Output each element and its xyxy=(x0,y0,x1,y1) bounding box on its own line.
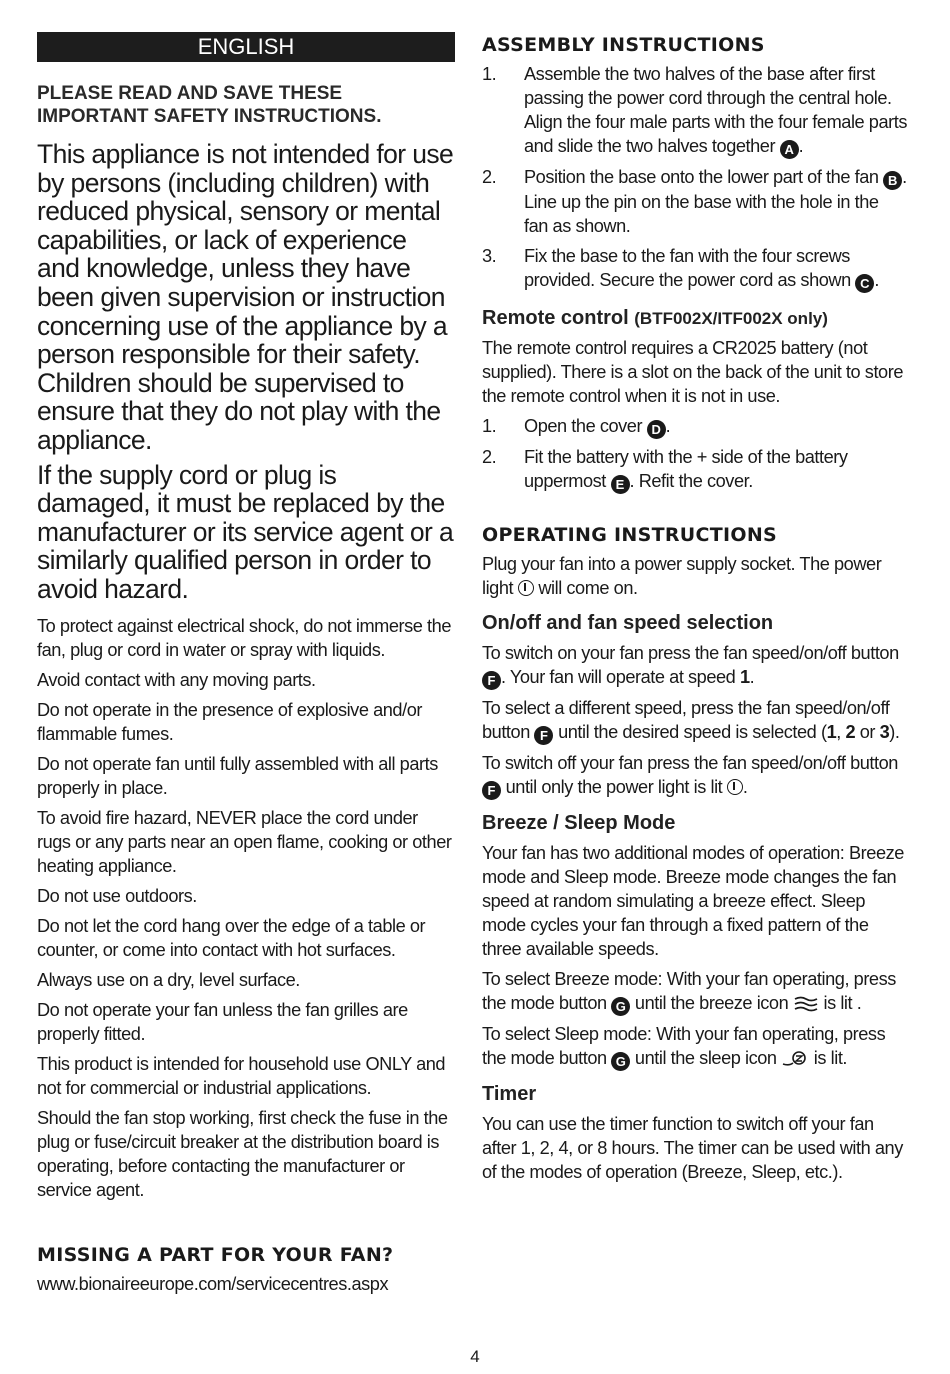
callout-g-icon: G xyxy=(611,1052,630,1071)
callout-g-icon: G xyxy=(611,997,630,1016)
language-bar: ENGLISH xyxy=(37,32,455,62)
breeze-heading: Breeze / Sleep Mode xyxy=(482,812,676,834)
safety-item: This product is intended for household use ONLY and not for commercial or industrial applications. xyxy=(37,1053,446,1098)
safety-item: Should the fan stop working, first check the fuse in the plug or fuse/circuit breaker at the distribution board is operating, before contacting the manufacturer or service agent. xyxy=(37,1107,448,1200)
safety-item: Do not operate your fan unless the fan grilles are properly fitted. xyxy=(37,999,408,1044)
safety-item: Do not use outdoors. xyxy=(37,885,197,906)
assembly-steps xyxy=(482,62,907,293)
remote-step: 2. Fit the battery with the + side of the battery uppermost E . Refit the cover. xyxy=(482,447,848,492)
callout-e-icon: E xyxy=(611,475,630,494)
safety-item: Always use on a dry, level surface. xyxy=(37,969,300,990)
callout-f-icon: F xyxy=(482,671,501,690)
missing-part-heading: MISSING A PART FOR YOUR FAN? xyxy=(37,1243,394,1266)
safety-item: To avoid fire hazard, NEVER place the cord under rugs or any parts near an open flame, cooking or other heating appliance. xyxy=(37,807,452,876)
remote-description: The remote control requires a CR2025 battery (not supplied). There is a slot on the back of the unit to store the remote control when it is not in use. xyxy=(482,338,903,406)
remote-step: 1. Open the cover D . xyxy=(482,416,671,437)
operating-heading: OPERATING INSTRUCTIONS xyxy=(482,524,778,546)
callout-d-icon: D xyxy=(647,420,666,439)
safety-item: Do not operate fan until fully assembled with all parts properly in place. xyxy=(37,753,438,798)
onoff-heading: On/off and fan speed selection xyxy=(482,612,774,634)
callout-f-icon: F xyxy=(482,781,501,800)
breeze-icon xyxy=(793,995,819,1013)
onoff-paragraph-2: To select a different speed, press the fan speed/on/off button F until the desired speed is selected (1, 2 or 3). xyxy=(482,698,900,743)
assembly-heading: ASSEMBLY INSTRUCTIONS xyxy=(482,34,765,56)
breeze-select: To select Breeze mode: With your fan operating, press the mode button G until the breeze icon is lit . xyxy=(482,969,896,1014)
timer-description: You can use the timer function to switch off your fan after 1, 2, 4, or 8 hours. The timer can be used with any of the modes of operation (Breeze, Sleep, etc.). xyxy=(482,1114,903,1182)
sleep-select: To select Sleep mode: With your fan operating, press the mode button G until the sleep icon is lit. xyxy=(482,1024,886,1069)
operating-intro: Plug your fan into a power supply socket. The power light will come on. xyxy=(482,554,882,598)
sleep-icon xyxy=(781,1050,809,1068)
left-column xyxy=(37,32,455,1302)
right-column xyxy=(482,34,907,1190)
callout-f-icon: F xyxy=(534,726,553,745)
remote-heading: Remote control (BTF002X/ITF002X only) xyxy=(482,307,828,329)
remote-steps xyxy=(482,414,907,494)
safety-item: Avoid contact with any moving parts. xyxy=(37,669,316,690)
onoff-paragraph-3: To switch off your fan press the fan speed/on/off button F until only the power light is lit . xyxy=(482,753,898,798)
power-light-icon xyxy=(727,779,743,795)
timer-heading: Timer xyxy=(482,1083,537,1105)
callout-c-icon: C xyxy=(855,274,874,293)
page-number: 4 xyxy=(470,1347,480,1366)
breeze-description: Your fan has two additional modes of operation: Breeze mode and Sleep mode. Breeze mode changes the fan speed at random simulating a breeze effect. Sleep mode cycles your fan through a fixed pattern of the three available speeds. xyxy=(482,843,904,959)
assembly-step: 3. Fix the base to the fan with the four screws provided. Secure the power cord as shown C . xyxy=(482,246,879,291)
callout-b-icon: B xyxy=(883,171,902,190)
safety-item: Do not operate in the presence of explosive and/or flammable fumes. xyxy=(37,699,422,744)
safety-item: To protect against electrical shock, do not immerse the fan, plug or cord in water or spray with liquids. xyxy=(37,615,451,660)
onoff-paragraph-1: To switch on your fan press the fan speed/on/off button F . Your fan will operate at speed 1. xyxy=(482,643,899,688)
safety-item: Do not let the cord hang over the edge of a table or counter, or come into contact with hot surfaces. xyxy=(37,915,426,960)
safety-warning-1: This appliance is not intended for use by persons (including children) with reduced physical, sensory or mental capabilities, or lack of experience and knowledge, unless they have been given supervision or instruction concerning use of the appliance by a person responsible for their safety. Children should be supervised to ensure that they do not play with the appliance. xyxy=(37,139,454,455)
callout-a-icon: A xyxy=(780,140,799,159)
safety-warning-2: If the supply cord or plug is damaged, it must be replaced by the manufacturer or its service agent or a similarly qualified person in order to avoid hazard. xyxy=(37,459,454,604)
power-light-icon xyxy=(518,580,534,596)
service-url: www.bionaireeurope.com/servicecentres.aspx xyxy=(37,1273,389,1294)
assembly-step: 1. Assemble the two halves of the base after first passing the power cord through the central hole. Align the four male parts with the four female parts and slide the two halves together A . xyxy=(482,64,907,157)
safety-heading: PLEASE READ AND SAVE THESE IMPORTANT SAFETY INSTRUCTIONS. xyxy=(37,83,382,127)
assembly-step: 2. Position the base onto the lower part of the fan B . Line up the pin on the base with the hole in the fan as shown. xyxy=(482,167,907,236)
